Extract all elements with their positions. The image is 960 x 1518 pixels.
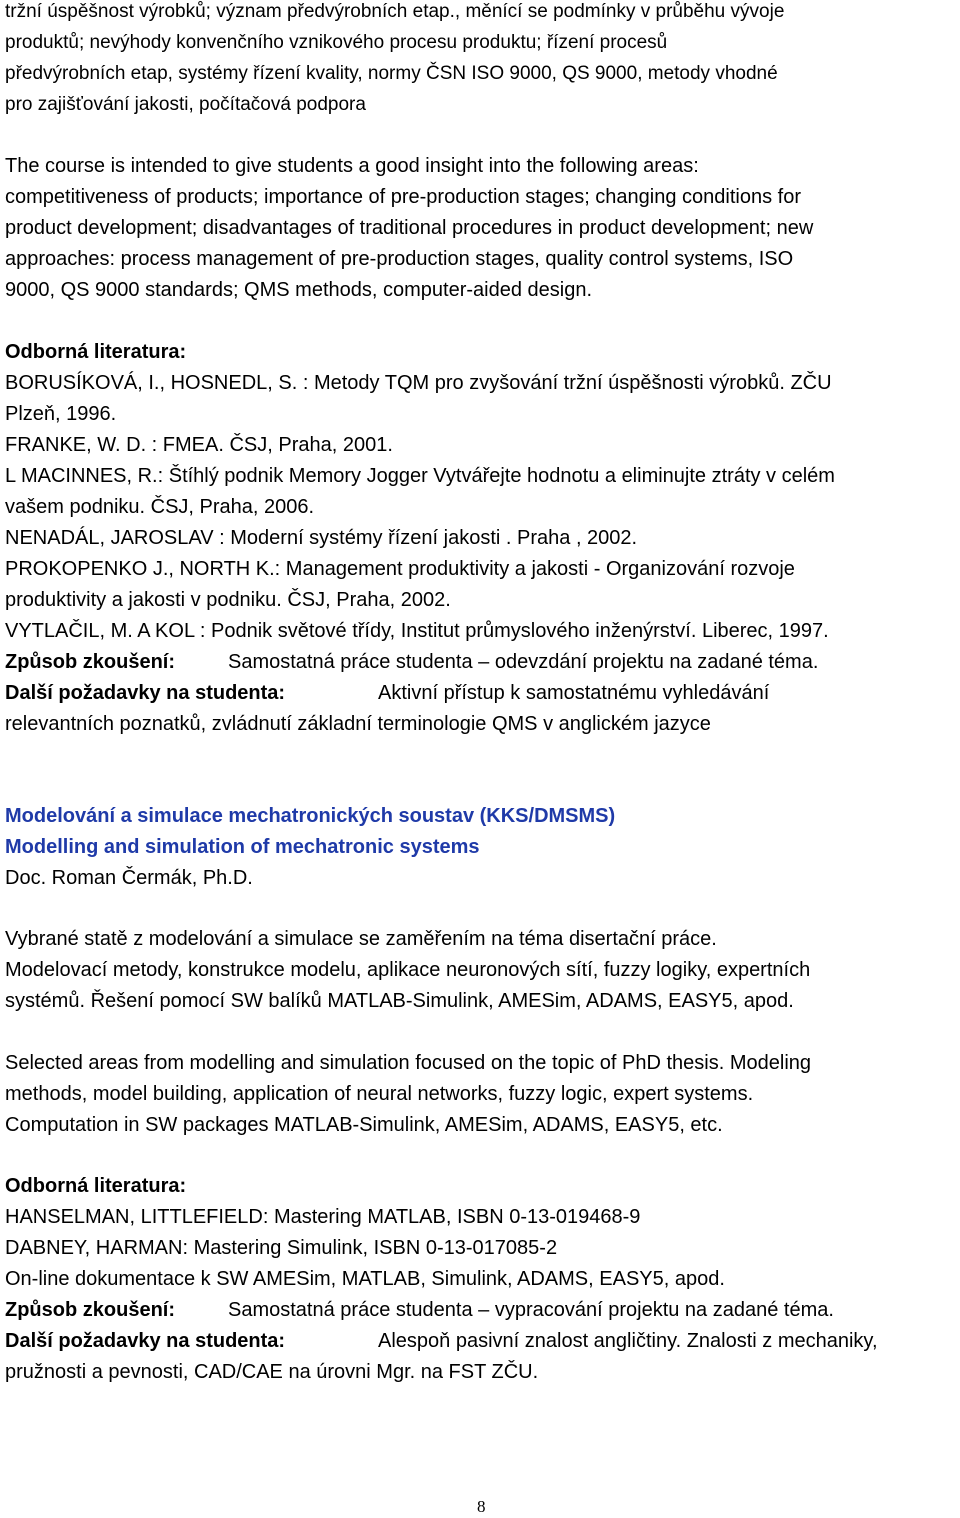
requirements-row [5,680,769,706]
text-line: pro zajišťování jakosti, počítačová podpora [5,94,366,115]
text-line: Computation in SW packages MATLAB-Simulink, AMESim, ADAMS, EASY5, etc. [5,1114,723,1136]
text-line: produktů; nevýhody konvenčního vznikového procesu produktu; řízení procesů [5,32,668,53]
requirements-value-cont: relevantních poznatků, zvládnutí základní terminologie QMS v anglickém jazyce [5,713,711,735]
requirements-value: Aktivní přístup k samostatnému vyhledávání [378,682,770,704]
exam-label: Způsob zkoušení: [5,1299,175,1321]
text-line: Selected areas from modelling and simulation focused on the topic of PhD thesis. Modeling [5,1052,812,1074]
requirements-value: Alespoň pasivní znalost angličtiny. Znalosti z mechaniky, [378,1330,878,1352]
literature-item: vašem podniku. ČSJ, Praha, 2006. [5,496,315,518]
exam-value: Samostatná práce studenta – odevzdání projektu na zadané téma. [228,651,819,673]
literature-item: NENADÁL, JAROSLAV : Moderní systémy řízení jakosti . Praha , 2002. [5,527,638,549]
text-line: Vybrané statě z modelování a simulace se zaměřením na téma disertační práce. [5,928,717,950]
requirements-value-cont: pružnosti a pevnosti, CAD/CAE na úrovni Mgr. na FST ZČU. [5,1361,539,1383]
text-line: competitiveness of products; importance of pre-production stages; changing conditions for [5,186,801,208]
exam-row [5,1297,834,1323]
course-title-cz: Modelování a simulace mechatronických soustav (KKS/DMSMS) [5,805,616,827]
literature-label: Odborná literatura: [5,1175,187,1197]
page-number: 8 [477,1497,486,1516]
literature-item: produktivity a jakosti v podniku. ČSJ, Praha, 2002. [5,589,451,611]
literature-item: On-line dokumentace k SW AMESim, MATLAB, Simulink, ADAMS, EASY5, apod. [5,1268,725,1290]
text-line: product development; disadvantages of traditional procedures in product development; new [5,217,814,239]
exam-label: Způsob zkoušení: [5,651,175,673]
literature-label: Odborná literatura: [5,341,187,363]
text-line: methods, model building, application of neural networks, fuzzy logic, expert systems. [5,1083,754,1105]
text-line: předvýrobních etap, systémy řízení kvality, normy ČSN ISO 9000, QS 9000, metody vhodné [5,63,778,84]
literature-item: BORUSÍKOVÁ, I., HOSNEDL, S. : Metody TQM pro zvyšování tržní úspěšnosti výrobků. ZČU [5,372,832,394]
text-line: systémů. Řešení pomocí SW balíků MATLAB-Simulink, AMESim, ADAMS, EASY5, apod. [5,990,794,1012]
course-lecturer: Doc. Roman Čermák, Ph.D. [5,867,253,889]
requirements-row [5,1328,878,1354]
literature-item: Plzeň, 1996. [5,403,117,425]
literature-item: L MACINNES, R.: Štíhlý podnik Memory Jogger Vytvářejte hodnotu a eliminujte ztráty v celém [5,465,835,487]
literature-item: VYTLAČIL, M. A KOL : Podnik světové třídy, Institut průmyslového inženýrství. Liberec, 1997. [5,620,829,642]
text-line: The course is intended to give students a good insight into the following areas: [5,155,699,177]
requirements-label: Další požadavky na studenta: [5,1330,286,1352]
literature-item: DABNEY, HARMAN: Mastering Simulink, ISBN 0-13-017085-2 [5,1237,558,1259]
literature-item: FRANKE, W. D. : FMEA. ČSJ, Praha, 2001. [5,434,393,456]
text-line: approaches: process management of pre-production stages, quality control systems, ISO [5,248,794,270]
text-line: Modelovací metody, konstrukce modelu, aplikace neuronových sítí, fuzzy logiky, expertních [5,959,811,981]
requirements-label: Další požadavky na studenta: [5,682,286,704]
literature-item: PROKOPENKO J., NORTH K.: Management produktivity a jakosti - Organizování rozvoje [5,558,795,580]
text-line: 9000, QS 9000 standards; QMS methods, computer-aided design. [5,279,593,301]
exam-value: Samostatná práce studenta – vypracování projektu na zadané téma. [228,1299,834,1321]
exam-row [5,649,818,675]
literature-item: HANSELMAN, LITTLEFIELD: Mastering MATLAB, ISBN 0-13-019468-9 [5,1206,641,1228]
course-title-en: Modelling and simulation of mechatronic systems [5,836,480,858]
text-line: tržní úspěšnost výrobků; význam předvýrobních etap., měnící se podmínky v průběhu vývoje [5,1,785,22]
